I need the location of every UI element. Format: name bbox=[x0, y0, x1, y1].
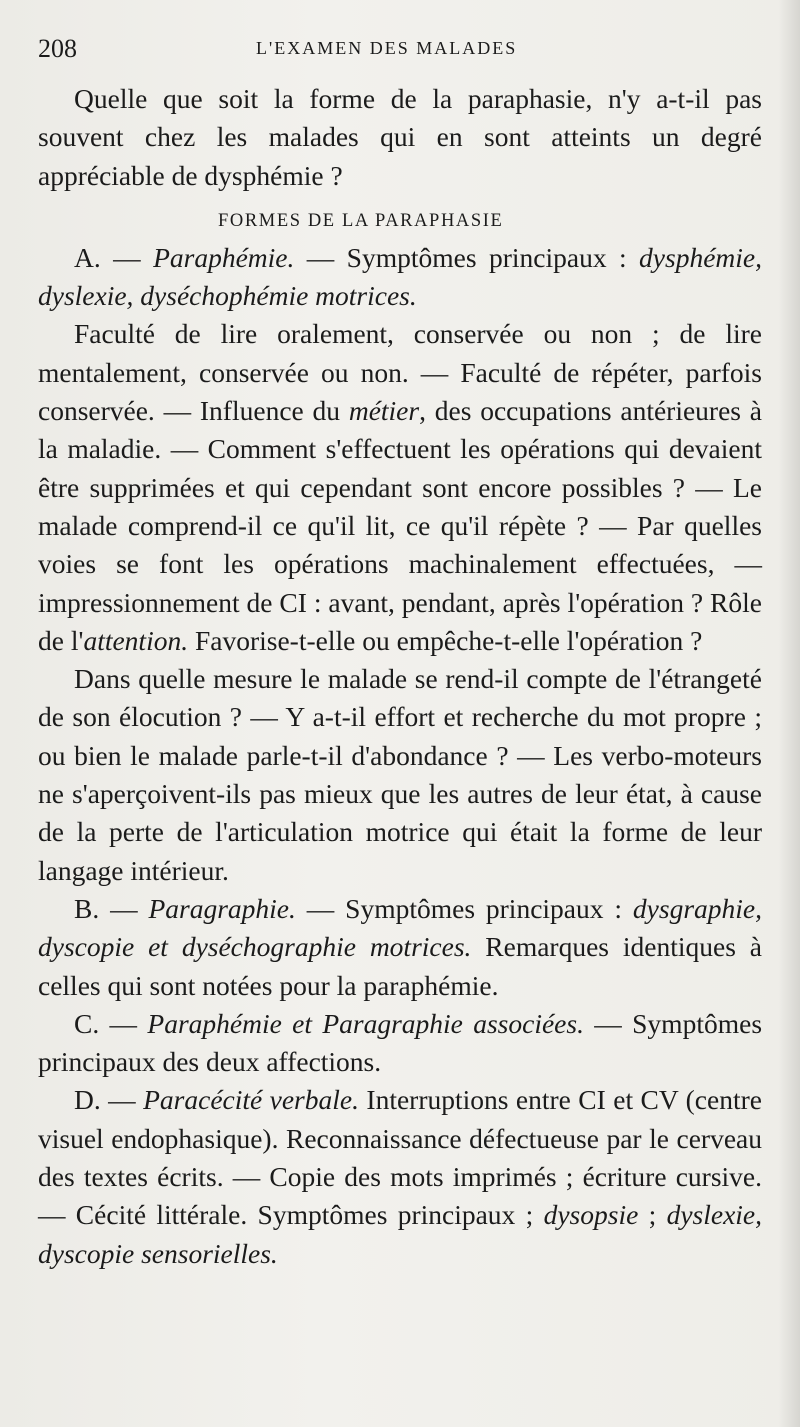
paragraph-c bbox=[38, 1005, 762, 1082]
section-title: FORMES DE LA PARAPHASIE bbox=[218, 210, 504, 231]
running-title: L'EXAMEN DES MALADES bbox=[256, 38, 518, 58]
section-d-title: Paracécité verbale. bbox=[143, 1084, 359, 1116]
attention-word: attention. bbox=[83, 624, 189, 656]
section-b-label: — Symptômes principaux : bbox=[295, 892, 633, 924]
section-a-letter: A. — bbox=[74, 241, 154, 273]
page-edge-shadow bbox=[778, 0, 800, 1427]
section-c-letter: C. — bbox=[74, 1007, 148, 1039]
faculte-text-end: Favorise-t-elle ou empêche-t-elle l'opération ? bbox=[188, 624, 703, 656]
section-d-symptom-dysopsie: dysopsie bbox=[543, 1199, 639, 1231]
faculte-text-middle: , des occupations antérieures à la maladie. — Comment s'effectuent les opérations qui devaient être supprimées et qui cependant sont encore possibles ? — Le malade comprend-il ce qu'il lit, ce qu'il répète ? — Par quelles voies se font les opérations machinalement effectuées, — impressionnement de CI : avant, pendant, après l'opération ? Rôle de l' bbox=[38, 395, 762, 656]
section-b-title: Paragraphie. bbox=[148, 892, 296, 924]
section-b-remarks: Remarques identiques à celles qui sont notées pour la paraphémie. bbox=[38, 931, 762, 1001]
section-d-letter: D. — bbox=[74, 1084, 144, 1116]
section-d-symptom-dyslexie: dyslexie, dyscopie sensorielles. bbox=[38, 1199, 762, 1269]
mesure-text: Dans quelle mesure le malade se rend-il compte de l'étrangeté de son élocution ? — Y a-t-il effort et recherche du mot propre ; ou bien le malade parle-t-il d'abondance ? — Les verbo-moteurs ne s'aperçoivent-ils pas mieux que les autres de leur état, à cause de la perte de l'articulation motrice qui était la forme de leur langage intérieur. bbox=[38, 663, 762, 886]
section-a-symptoms: dysphémie, dyslexie, dyséchophémie motrices. bbox=[38, 241, 762, 312]
section-d-separator: ; bbox=[638, 1199, 667, 1231]
faculte-text-start: Faculté de lire oralement, conservée ou non ; de lire mentalement, conservée ou non. — Faculté de répéter, parfois conservée. — Influence du bbox=[38, 318, 762, 427]
metier-word: métier bbox=[348, 395, 420, 427]
paragraph-mesure bbox=[38, 660, 762, 890]
section-d-text: Interruptions entre CI et CV (centre visuel endophasique). Reconnaissance défectueuse par le cerveau des textes écrits. — Copie des mots imprimés ; écriture cursive. — Cécité littérale. Symptômes principaux ; bbox=[38, 1084, 762, 1231]
paragraph-a bbox=[38, 239, 762, 316]
running-head bbox=[38, 34, 758, 74]
paragraph-b bbox=[38, 890, 762, 1005]
section-b-letter: B. — bbox=[74, 892, 149, 924]
section-c-text: — Symptômes principaux des deux affections. bbox=[38, 1007, 763, 1078]
section-a-title: Paraphémie. bbox=[153, 241, 295, 273]
body-text bbox=[38, 80, 762, 1273]
page-number: 208 bbox=[38, 34, 77, 63]
paragraph-intro-text: Quelle que soit la forme de la paraphasie, n'y a-t-il pas souvent chez les malades qui en sont atteints un degré appréciable de dysphémie ? bbox=[38, 83, 762, 191]
section-a-label: — Symptômes principaux : bbox=[294, 241, 640, 273]
section-b-symptoms: dysgraphie, dyscopie et dyséchographie motrices. bbox=[38, 892, 762, 963]
paragraph-faculte bbox=[38, 315, 762, 660]
section-c-title: Paraphémie et Paragraphie associées. bbox=[147, 1007, 584, 1039]
paragraph-intro bbox=[38, 80, 762, 195]
paragraph-d bbox=[38, 1081, 762, 1272]
